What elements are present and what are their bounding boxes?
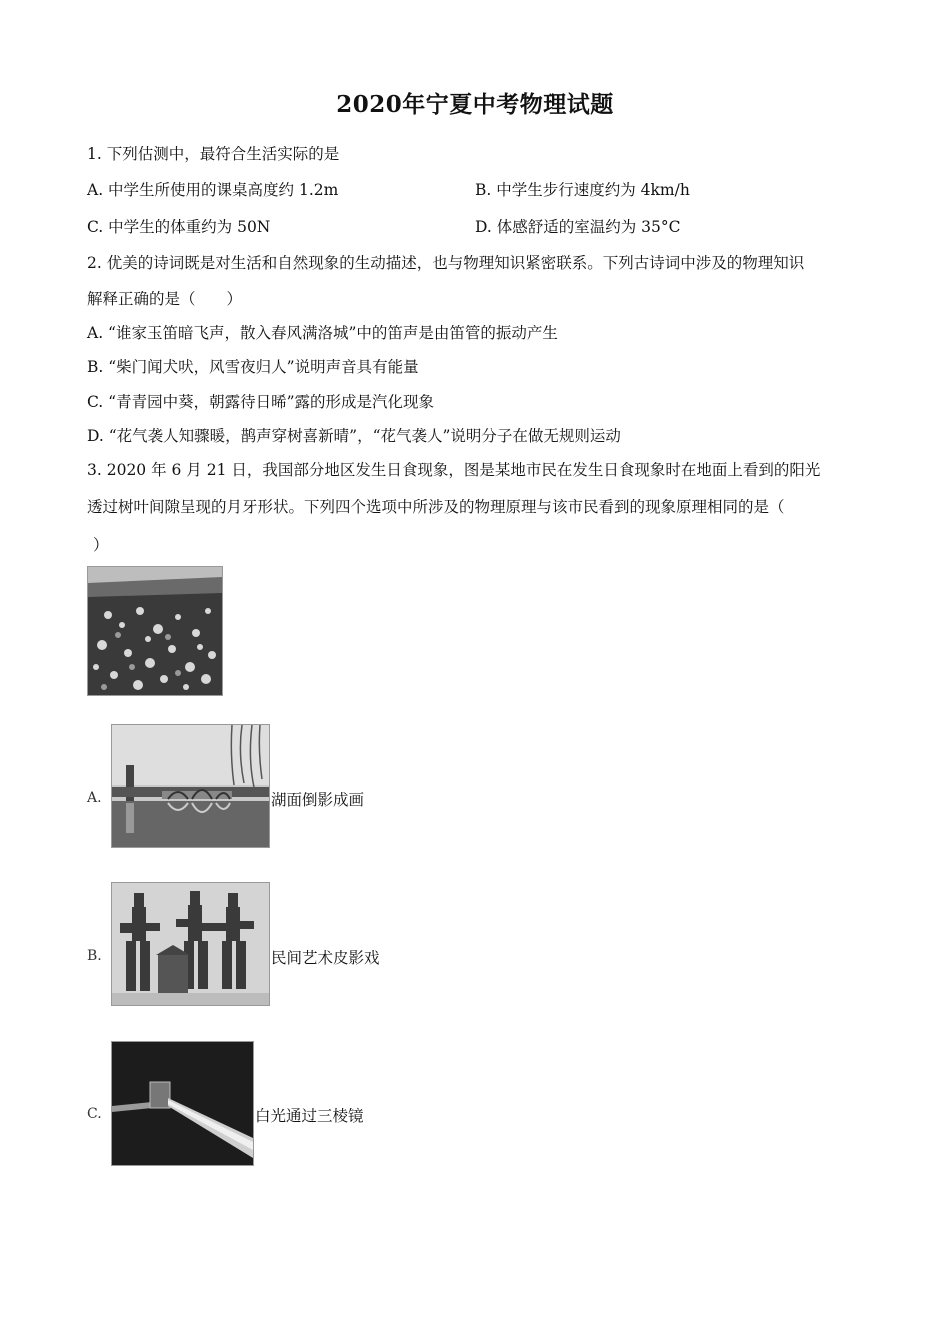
q1-option-a: A. 中学生所使用的课桌高度约 1.2m — [87, 181, 339, 199]
shadow-puppet-photo — [111, 882, 270, 1006]
q3-stem-line2: 透过树叶间隙呈现的月牙形状。下列四个选项中所涉及的物理原理与该市民看到的现象原理相同的是（ — [87, 498, 785, 516]
q3-option-c-label: C. — [87, 1106, 102, 1122]
q1-option-b: B. 中学生步行速度约为 4km/h — [475, 181, 690, 199]
q3-option-c-caption: 白光通过三棱镜 — [255, 1107, 364, 1125]
q2-option-d: D. “花气袭人知骤暖，鹊声穿树喜新晴”，“花气袭人”说明分子在做无规则运动 — [87, 427, 621, 445]
q3-stem-line3: ） — [93, 536, 109, 554]
crescent-light-photo — [87, 566, 223, 696]
q3-option-b-label: B. — [87, 948, 102, 964]
lake-reflection-photo — [111, 724, 270, 848]
q2-stem-line2: 解释正确的是（ ） — [87, 290, 243, 308]
q3-option-a-label: A. — [87, 790, 102, 806]
q2-stem-line1: 2. 优美的诗词既是对生活和自然现象的生动描述，也与物理知识紧密联系。下列古诗词中涉及的物理知识 — [87, 254, 805, 272]
prism-dispersion-photo — [111, 1041, 254, 1166]
q1-stem: 1. 下列估测中，最符合生活实际的是 — [87, 145, 340, 163]
q3-option-b-caption: 民间艺术皮影戏 — [271, 949, 380, 967]
page-title: 2020年宁夏中考物理试题 — [336, 91, 614, 118]
q3-option-a-caption: 湖面倒影成画 — [271, 791, 365, 809]
q1-option-c: C. 中学生的体重约为 50N — [87, 218, 271, 236]
q2-option-a: A. “谁家玉笛暗飞声，散入春风满洛城”中的笛声是由笛管的振动产生 — [87, 324, 558, 342]
q1-option-d: D. 体感舒适的室温约为 35°C — [475, 218, 681, 236]
q2-option-c: C. “青青园中葵，朝露待日晞”露的形成是汽化现象 — [87, 393, 435, 411]
q3-stem-line1: 3. 2020 年 6 月 21 日，我国部分地区发生日食现象，图是某地市民在发生日食现象时在地面上看到的阳光 — [87, 461, 821, 479]
q2-option-b: B. “柴门闻犬吠，风雪夜归人”说明声音具有能量 — [87, 358, 419, 376]
